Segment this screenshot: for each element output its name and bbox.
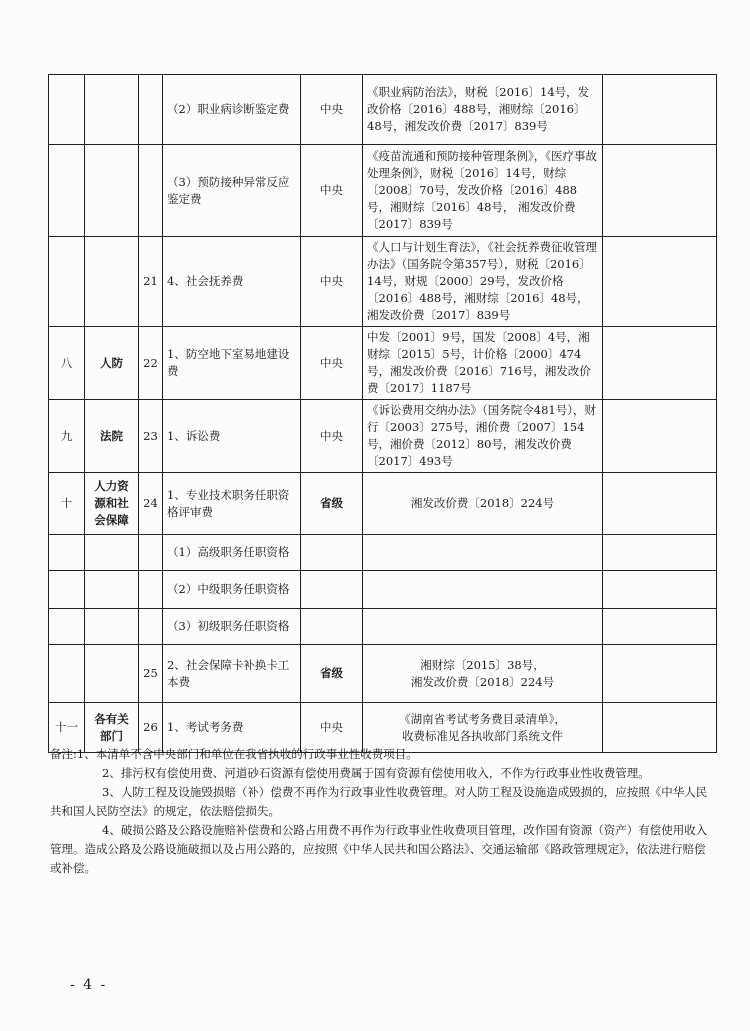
table-row (49, 473, 717, 535)
row-item-number: 23 (139, 400, 163, 473)
row-fee-item: 1、考试考务费 (163, 703, 301, 753)
page-number: - 4 - (70, 977, 108, 993)
row-fee-item: 1、专业技术职务任职资格评审费 (163, 473, 301, 535)
row-seq-number: 十 (49, 473, 85, 535)
row-department (85, 645, 139, 703)
row-remark (603, 645, 717, 703)
row-legal-basis: 《职业病防治法》，财税〔2016〕14号，发改价格〔2016〕488号，湘财综〔2016〕48号，湘发改价费〔2017〕839号 (363, 75, 603, 145)
row-department (85, 609, 139, 645)
row-item-number: 25 (139, 645, 163, 703)
row-remark (603, 145, 717, 237)
row-department (85, 571, 139, 609)
row-legal-basis: 中发〔2001〕9号，国发〔2008〕4号，湘财综〔2015〕5号，计价格〔2000〕474号，湘发改价费〔2016〕716号，湘发改价费〔2017〕1187号 (363, 327, 603, 400)
row-fee-item: 4、社会抚养费 (163, 237, 301, 327)
table-row (49, 535, 717, 571)
row-fee-item: 1、诉讼费 (163, 400, 301, 473)
row-remark (603, 75, 717, 145)
fee-table (48, 74, 717, 753)
row-management-level (301, 535, 363, 571)
row-fee-item: （1）高级职务任职资格 (163, 535, 301, 571)
table-row (49, 609, 717, 645)
row-seq-number (49, 145, 85, 237)
row-department: 各有关部门 (85, 703, 139, 753)
row-fee-item: 1、防空地下室易地建设费 (163, 327, 301, 400)
row-legal-basis (363, 609, 603, 645)
row-management-level (301, 571, 363, 609)
row-remark (603, 535, 717, 571)
row-fee-item: （3）预防接种异常反应鉴定费 (163, 145, 301, 237)
table-row (49, 400, 717, 473)
table-row (49, 237, 717, 327)
row-remark (603, 400, 717, 473)
row-item-number (139, 535, 163, 571)
table-row (49, 145, 717, 237)
note-4: 4、破损公路及公路设施赔补偿费和公路占用费不再作为行政事业性收费项目管理，改作国有资源（资产）有偿使用收入管理。造成公路及公路设施破损以及占用公路的，应按照《中华人民共和国公路法》、交通运输部《路政管理规定》，依法进行赔偿或补偿。 (50, 823, 708, 875)
row-legal-basis: 湘财综〔2015〕38号， 湘发改价费〔2018〕224号 (363, 645, 603, 703)
row-legal-basis (363, 535, 603, 571)
row-item-number (139, 609, 163, 645)
row-item-number: 21 (139, 237, 163, 327)
row-department: 人力资源和社会保障 (85, 473, 139, 535)
row-remark (603, 237, 717, 327)
row-management-level (301, 609, 363, 645)
row-seq-number: 十一 (49, 703, 85, 753)
row-department (85, 237, 139, 327)
row-department (85, 75, 139, 145)
note-3: 3、人防工程及设施毁损赔（补）偿费不再作为行政事业性收费管理。对人防工程及设施造成毁损的，应按照《中华人民共和国人民防空法》的规定，依法赔偿损失。 (50, 785, 708, 818)
row-seq-number (49, 75, 85, 145)
row-seq-number (49, 645, 85, 703)
row-seq-number (49, 237, 85, 327)
row-legal-basis: 《人口与计划生育法》，《社会抚养费征收管理办法》（国务院令第357号），财税〔2016〕14号，财规〔2000〕29号，发改价格〔2016〕488号，湘财综〔2016〕48号，湘发改价费〔2017〕839号 (363, 237, 603, 327)
row-management-level: 省级 (301, 473, 363, 535)
row-fee-item: （2）职业病诊断鉴定费 (163, 75, 301, 145)
row-item-number: 22 (139, 327, 163, 400)
note-1: 备注:1、本清单不含中央部门和单位在我省执收的行政事业性收费项目。 (50, 747, 418, 761)
row-fee-item: 2、社会保障卡补换卡工本费 (163, 645, 301, 703)
row-remark (603, 609, 717, 645)
row-management-level: 中央 (301, 703, 363, 753)
row-management-level: 中央 (301, 400, 363, 473)
row-seq-number (49, 609, 85, 645)
row-department: 人防 (85, 327, 139, 400)
table-row (49, 571, 717, 609)
row-legal-basis: 《湖南省考试考务费目录清单》， 收费标准见各执收部门系统文件 (363, 703, 603, 753)
row-fee-item: （3）初级职务任职资格 (163, 609, 301, 645)
row-seq-number (49, 571, 85, 609)
table-row (49, 327, 717, 400)
row-management-level: 中央 (301, 237, 363, 327)
row-seq-number (49, 535, 85, 571)
row-management-level: 中央 (301, 75, 363, 145)
row-remark (603, 327, 717, 400)
row-management-level: 中央 (301, 327, 363, 400)
row-legal-basis: 《诉讼费用交纳办法》（国务院令481号），财行〔2003〕275号，湘价费〔2007〕154号，湘价费〔2012〕80号，湘发改价费〔2017〕493号 (363, 400, 603, 473)
row-department (85, 145, 139, 237)
row-seq-number: 八 (49, 327, 85, 400)
row-remark (603, 571, 717, 609)
row-remark (603, 473, 717, 535)
row-item-number: 24 (139, 473, 163, 535)
row-item-number (139, 571, 163, 609)
row-management-level: 省级 (301, 645, 363, 703)
row-fee-item: （2）中级职务任职资格 (163, 571, 301, 609)
row-management-level: 中央 (301, 145, 363, 237)
row-item-number: 26 (139, 703, 163, 753)
row-department (85, 535, 139, 571)
row-legal-basis: 湘发改价费〔2018〕224号 (363, 473, 603, 535)
row-legal-basis (363, 571, 603, 609)
row-item-number (139, 75, 163, 145)
row-department: 法院 (85, 400, 139, 473)
notes-section (50, 745, 714, 878)
table-row (49, 75, 717, 145)
row-item-number (139, 145, 163, 237)
table-row (49, 645, 717, 703)
note-2: 2、排污权有偿使用费、河道砂石资源有偿使用费属于国有资源有偿使用收入，不作为行政事业性收费管理。 (102, 766, 650, 780)
row-seq-number: 九 (49, 400, 85, 473)
row-legal-basis: 《疫苗流通和预防接种管理条例》，《医疗事故处理条例》，财税〔2016〕14号，财综〔2008〕70号，发改价格〔2016〕488号，湘财综〔2016〕48号， 湘发改价费〔2017〕839号 (363, 145, 603, 237)
